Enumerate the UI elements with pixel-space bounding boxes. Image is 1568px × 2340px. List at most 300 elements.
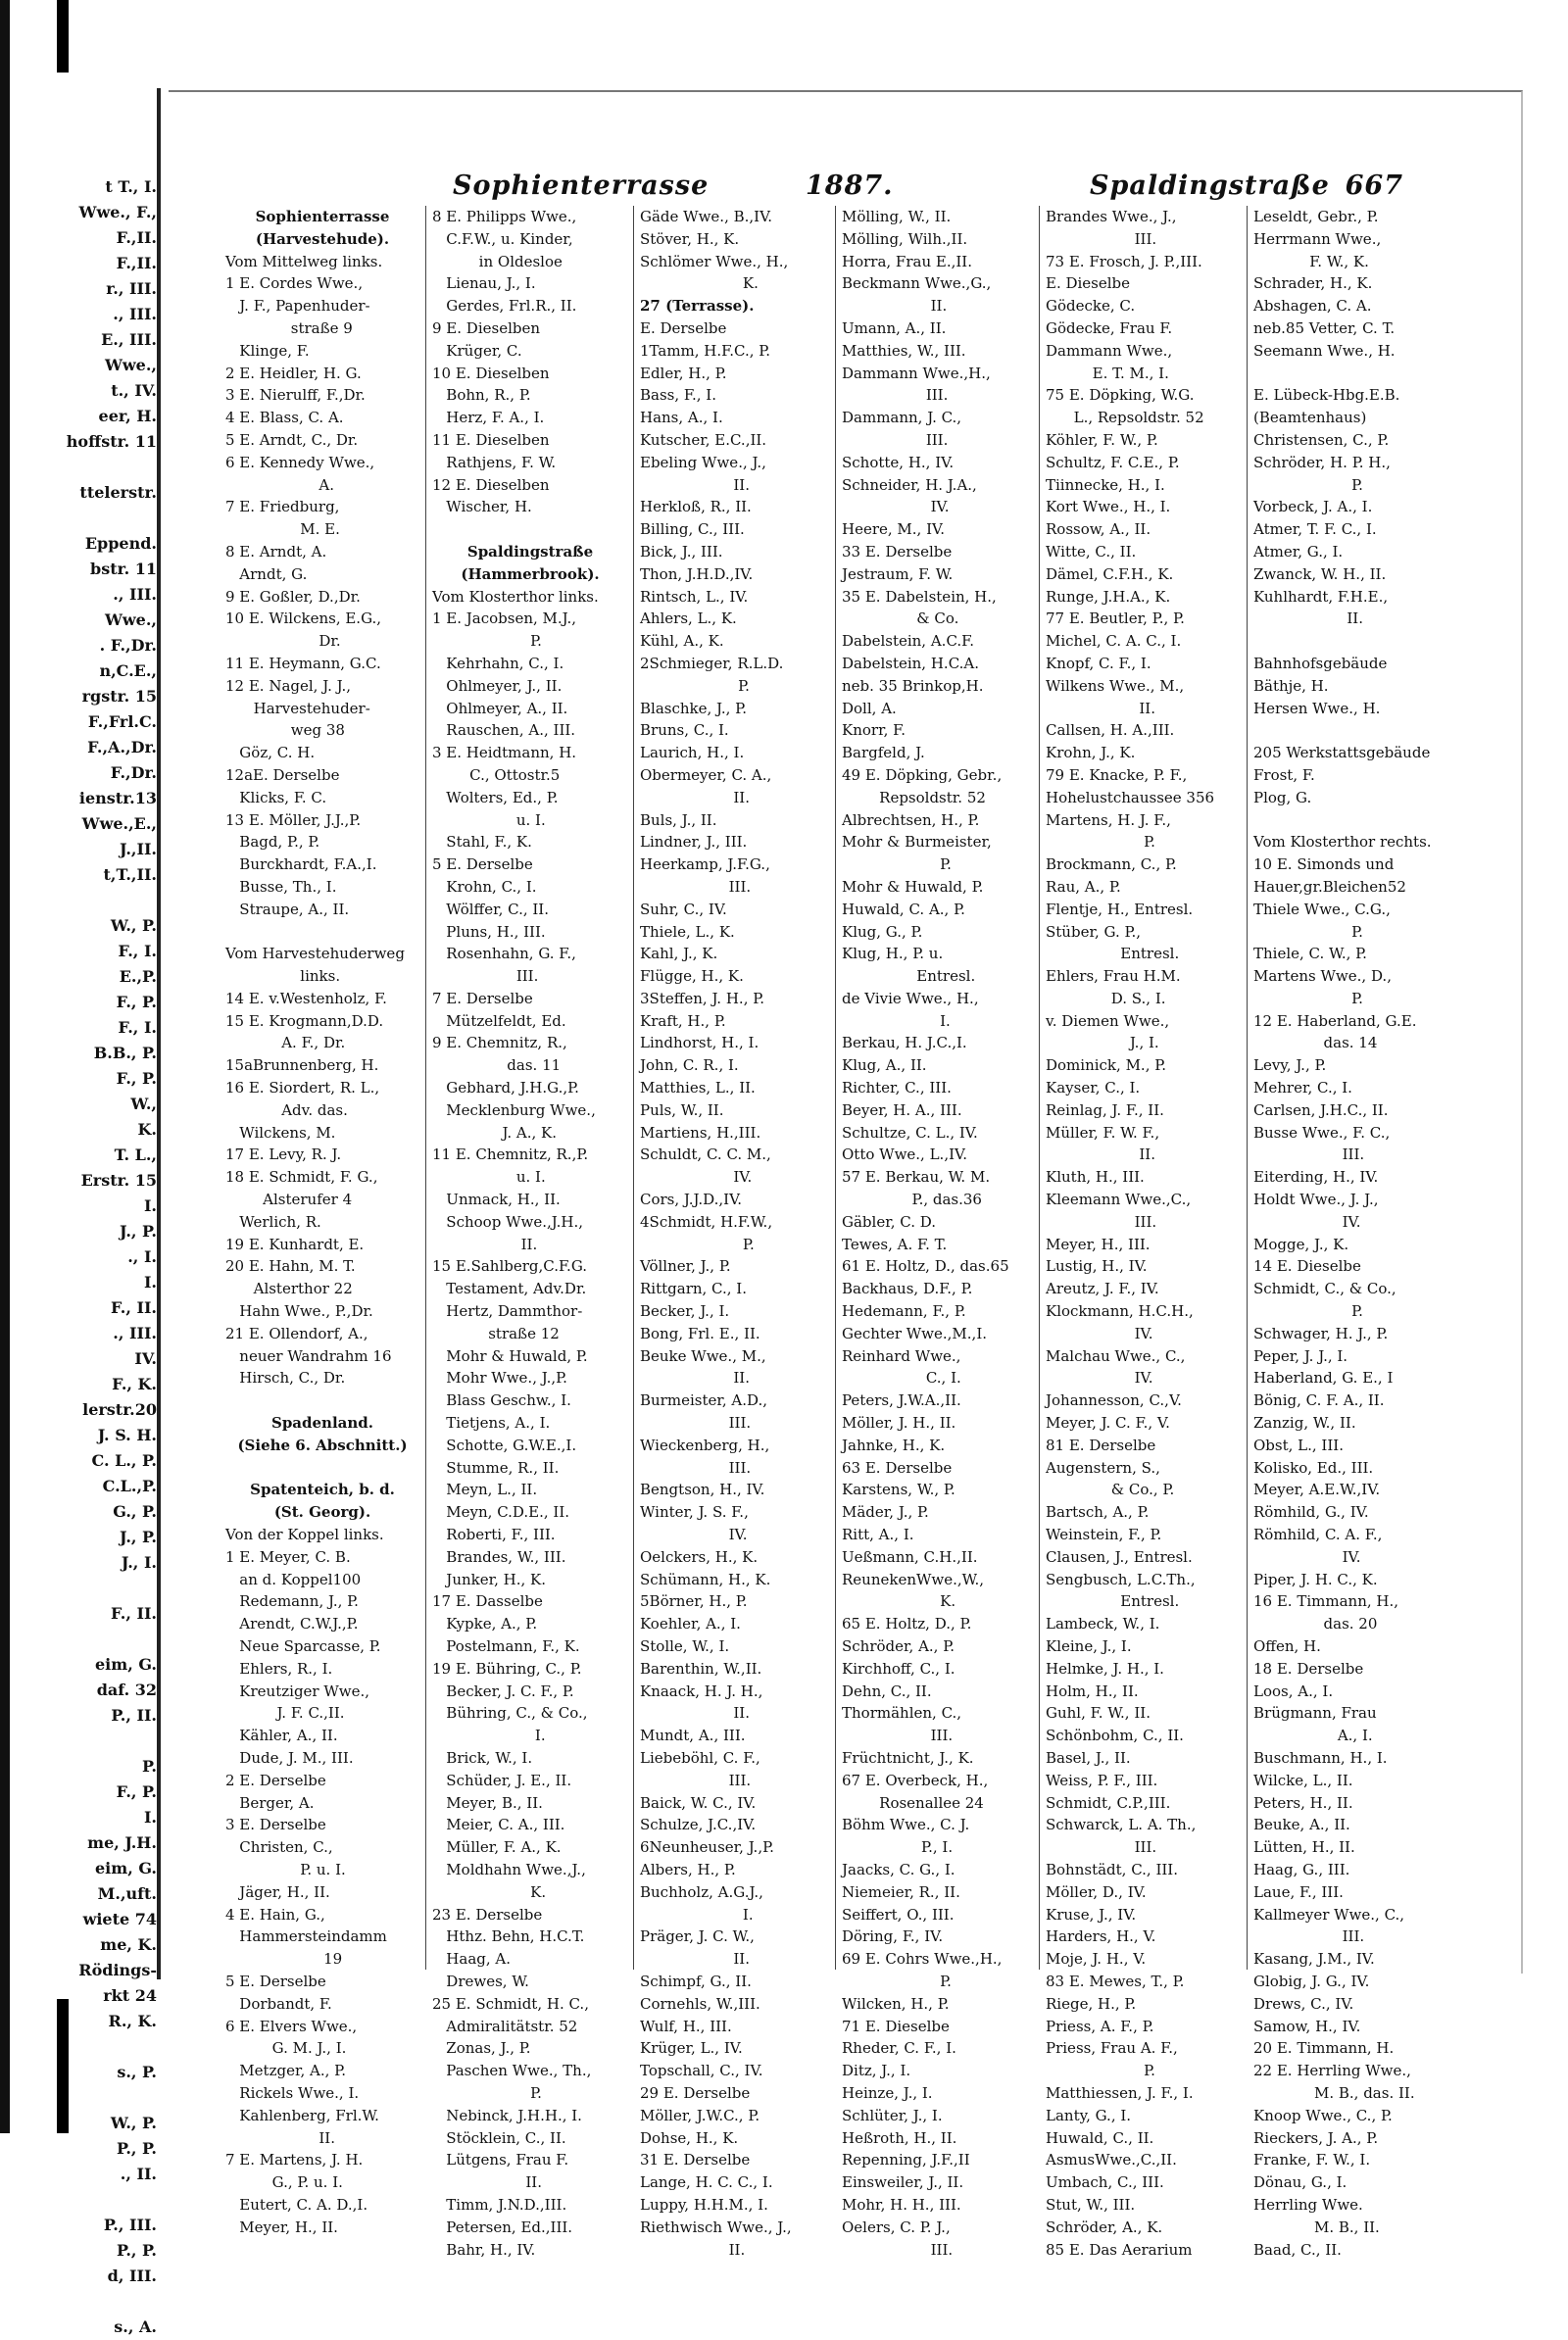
directory-entry: Loos, A., I. <box>1253 1682 1334 1700</box>
directory-entry: Hersen Wwe., H. <box>1253 699 1381 717</box>
directory-entry: Weiss, P. F., III. <box>1046 1771 1158 1789</box>
directory-entry: Bick, J., III. <box>640 542 723 561</box>
directory-entry: Ehlers, Frau H.M. <box>1046 967 1181 986</box>
directory-entry: Bäthje, H. <box>1253 676 1329 695</box>
directory-entry: Umbach, C., III. <box>1046 2173 1164 2192</box>
directory-entry: Herz, F. A., I. <box>432 409 545 427</box>
directory-entry: III. <box>842 2240 954 2259</box>
directory-entry: Albrechtsen, H., P. <box>842 810 980 829</box>
directory-entry: Schwarck, L. A. Th., <box>1046 1816 1197 1834</box>
directory-entry: A. F., Dr. <box>225 1034 346 1052</box>
previous-page-line: W., <box>130 1095 157 1113</box>
directory-entry: Cors, J.J.D.,IV. <box>640 1191 743 1209</box>
directory-entry: Kolisko, Ed., III. <box>1253 1458 1374 1477</box>
directory-entry: Nebinck, J.H.H., I. <box>432 2106 582 2124</box>
previous-page-line: I. <box>143 1273 157 1292</box>
directory-entry: Michel, C. A. C., I. <box>1046 632 1182 651</box>
directory-entry: 19 E. Kunhardt, E. <box>225 1235 365 1253</box>
directory-entry: Hohelustchaussee 356 <box>1046 788 1215 806</box>
directory-entry: Matthies, L., II. <box>640 1079 756 1097</box>
directory-entry: Blaschke, J., P. <box>640 699 747 717</box>
directory-entry: Meyer, H., II. <box>225 2218 338 2236</box>
previous-page-line: ., II. <box>120 2165 157 2183</box>
directory-entry: Vom Mittelweg links. <box>225 252 383 270</box>
previous-page-line: eim, G. <box>95 1655 157 1674</box>
directory-entry: IV. <box>1046 1369 1153 1388</box>
directory-entry: Dorbandt, F. <box>225 1994 332 2013</box>
directory-entry: Klug, H., P. u. <box>842 945 944 963</box>
directory-entry: Kähler, A., II. <box>225 1727 338 1745</box>
directory-entry: Wilcke, L., II. <box>1253 1771 1353 1789</box>
directory-entry: 9 E. Dieselben <box>432 318 541 337</box>
directory-entry: Clausen, J., Entresl. <box>1046 1547 1193 1566</box>
directory-entry: 6 E. Kennedy Wwe., <box>225 453 375 471</box>
previous-page-line: W., P. <box>110 2114 157 2132</box>
directory-entry: 7 E. Martens, J. H. <box>225 2151 364 2169</box>
directory-entry: II. <box>640 1950 750 1969</box>
directory-entry: 27 (Terrasse). <box>640 297 755 316</box>
directory-entry: II. <box>225 2128 335 2147</box>
directory-entry: Kirchhoff, C., I. <box>842 1659 956 1678</box>
directory-entry: Berger, A. <box>225 1793 315 1812</box>
directory-entry: P. <box>1046 833 1155 852</box>
directory-entry: Döring, F., IV. <box>842 1927 944 1946</box>
directory-entry: Schlömer Wwe., H., <box>640 252 789 270</box>
header-year: 1887. <box>806 171 894 201</box>
directory-entry: P., I. <box>842 1838 954 1857</box>
directory-entry: AsmusWwe.,C.,II. <box>1046 2151 1177 2169</box>
directory-entry: Knorr, F. <box>842 721 906 740</box>
directory-entry: IV. <box>842 498 950 516</box>
directory-entry: Richter, C., III. <box>842 1079 952 1097</box>
directory-entry: Kuhlhardt, F.H.E., <box>1253 587 1389 606</box>
directory-entry: Karstens, W., P. <box>842 1481 956 1499</box>
directory-entry: Meyer, H., III. <box>1046 1235 1151 1253</box>
directory-entry: Tewes, A. F. T. <box>842 1235 948 1253</box>
directory-entry: Heßroth, H., II. <box>842 2128 957 2147</box>
directory-entry: II. <box>1046 699 1155 717</box>
directory-entry: K. <box>432 1882 547 1901</box>
directory-entry: Martens, H. J. F., <box>1046 810 1171 829</box>
directory-entry: Stahl, F., K. <box>432 833 532 852</box>
directory-entry: P. <box>640 1235 755 1253</box>
directory-entry: Berkau, H. J.C.,I. <box>842 1034 967 1052</box>
directory-entry: 33 E. Derselbe <box>842 542 953 561</box>
previous-page-line <box>12 2034 157 2060</box>
previous-page-line: Eppend. <box>84 534 157 553</box>
directory-entry: Riethwisch Wwe., J., <box>640 2218 792 2236</box>
directory-entry: Seiffert, O., III. <box>842 1905 955 1924</box>
directory-entry: K. <box>640 274 759 293</box>
previous-page-line: F., I. <box>118 1018 157 1037</box>
directory-entry: Schmidt, C.P.,III. <box>1046 1793 1171 1812</box>
directory-entry: Liebeböhl, C. F., <box>640 1748 760 1767</box>
directory-entry: Krüger, C. <box>432 341 522 360</box>
directory-entry: M. B., II. <box>1253 2218 1380 2236</box>
directory-entry: II. <box>640 788 750 806</box>
directory-entry: Runge, J.H.A., K. <box>1046 587 1171 606</box>
directory-entry: Wischer, H. <box>432 498 532 516</box>
directory-entry: 65 E. Holtz, D., P. <box>842 1615 972 1633</box>
directory-entry: Tietjens, A., I. <box>432 1414 551 1433</box>
previous-page-line: P. <box>142 1757 157 1776</box>
previous-page-line: C.L.,P. <box>102 1477 157 1495</box>
directory-entry: Baad, C., II. <box>1253 2240 1342 2259</box>
directory-entry: Knopf, C. F., I. <box>1046 654 1152 672</box>
previous-page-line: F.,II. <box>116 228 157 247</box>
directory-entry: Priess, Frau A. F., <box>1046 2039 1178 2058</box>
directory-entry: Seemann Wwe., H. <box>1253 341 1396 360</box>
directory-entry: 11 E. Dieselben <box>432 430 550 449</box>
directory-entry: Brick, W., I. <box>432 1748 533 1767</box>
directory-entry: 21 E. Ollendorf, A., <box>225 1324 368 1342</box>
directory-entry: Zwanck, W. H., II. <box>1253 564 1387 583</box>
directory-entry: ReunekenWwe.,W., <box>842 1570 984 1588</box>
previous-page-line: C. L., P. <box>91 1451 157 1470</box>
directory-entry: III. <box>640 877 752 896</box>
directory-entry: Einsweiler, J., II. <box>842 2173 964 2192</box>
directory-entry: III. <box>640 1458 752 1477</box>
directory-entry: Haag, A. <box>432 1950 512 1969</box>
directory-entry: Ditz, J., I. <box>842 2062 911 2080</box>
directory-entry: Gäde Wwe., B.,IV. <box>640 208 773 225</box>
directory-entry: 20 E. Timmann, H. <box>1253 2039 1395 2058</box>
directory-entry: Admiralitätstr. 52 <box>432 2017 578 2035</box>
directory-entry: Schröder, A., P. <box>842 1637 956 1655</box>
directory-entry: Rittgarn, C., I. <box>640 1280 747 1298</box>
directory-entry: Klicks, F. C. <box>225 788 327 806</box>
directory-entry: Alsterthor 22 <box>225 1280 353 1298</box>
directory-entry: Helmke, J. H., I. <box>1046 1659 1164 1678</box>
directory-entry: Christensen, C., P. <box>1253 430 1390 449</box>
directory-entry: Hthz. Behn, H.C.T. <box>432 1927 585 1946</box>
directory-entry: 22 E. Herrling Wwe., <box>1253 2062 1411 2080</box>
previous-page-line: s., A. <box>114 2317 157 2336</box>
directory-entry: Schotte, G.W.E.,I. <box>432 1436 577 1454</box>
previous-page-column <box>12 174 157 2340</box>
previous-page-line: hoffstr. 11 <box>66 432 157 451</box>
previous-page-line: E., III. <box>101 330 157 349</box>
directory-entry: IV. <box>640 1168 753 1187</box>
directory-entry: J. F., Papenhuder- <box>225 297 370 316</box>
directory-entry: Kühl, A., K. <box>640 632 724 651</box>
previous-page-line: t., IV. <box>111 381 157 400</box>
directory-entry: Unmack, H., II. <box>432 1191 561 1209</box>
directory-entry: Knoop Wwe., C., P. <box>1253 2106 1393 2124</box>
header-right-street: Spaldingstraße <box>1090 171 1330 201</box>
directory-columns <box>225 206 1441 2259</box>
directory-entry: Kahlenberg, Frl.W. <box>225 2106 379 2124</box>
directory-entry: 4 E. Blass, C. A. <box>225 409 344 427</box>
previous-page-line: E.,P. <box>119 967 157 986</box>
directory-entry: Bönig, C. F. A., II. <box>1253 1391 1385 1410</box>
directory-entry: I. <box>640 1905 754 1924</box>
directory-entry: Drews, C., IV. <box>1253 1994 1354 2013</box>
directory-entry: 3Steffen, J. H., P. <box>640 989 765 1007</box>
directory-entry: III. <box>640 1414 752 1433</box>
directory-entry: Schultze, C. L., IV. <box>842 1123 978 1142</box>
previous-page-line: eim, G. <box>95 1859 157 1877</box>
directory-entry: Jestraum, F. W. <box>842 564 954 583</box>
directory-entry: Von der Koppel links. <box>225 1526 384 1544</box>
directory-entry: Knaack, H. J. H., <box>640 1682 763 1700</box>
directory-entry: Gäbler, C. D. <box>842 1212 936 1231</box>
previous-page-line: d, III. <box>107 2267 157 2285</box>
previous-page-line: P., II. <box>111 1706 157 1725</box>
previous-page-line: F.,A.,Dr. <box>87 738 157 756</box>
directory-entry: Früchtnicht, J., K. <box>842 1748 974 1767</box>
directory-entry: Frost, F. <box>1253 765 1315 784</box>
directory-entry: Leseldt, Gebr., P. <box>1253 208 1379 225</box>
directory-entry: P. u. I. <box>225 1860 346 1878</box>
directory-entry: P. <box>842 1972 952 1990</box>
directory-entry: III. <box>1046 1838 1157 1857</box>
directory-entry: Heinze, J., I. <box>842 2083 933 2102</box>
directory-entry: Jäger, H., II. <box>225 1882 330 1901</box>
street-heading: Spadenland. <box>270 1414 373 1433</box>
directory-entry: Paschen Wwe., Th., <box>432 2062 592 2080</box>
directory-entry: Herkloß, R., II. <box>640 498 752 516</box>
directory-entry: Offen, H. <box>1253 1637 1321 1655</box>
directory-entry: Werlich, R. <box>225 1212 321 1231</box>
directory-entry: Beckmann Wwe.,G., <box>842 274 992 293</box>
previous-page-line: B.B., P. <box>93 1044 157 1062</box>
previous-page-line: F.,Frl.C. <box>87 712 157 731</box>
directory-entry: P. <box>640 676 750 695</box>
directory-entry: Dönau, G., I. <box>1253 2173 1348 2192</box>
street-heading: (Siehe 6. Abschnitt.) <box>237 1436 408 1454</box>
street-heading: Spatenteich, b. d. <box>250 1481 395 1499</box>
directory-entry: Repsoldstr. 52 <box>842 788 986 806</box>
column-1 <box>225 206 419 2236</box>
directory-entry: Oelckers, H., K. <box>640 1547 759 1566</box>
directory-entry: Hahn Wwe., P.,Dr. <box>225 1302 373 1321</box>
previous-page-line: wiete 74 <box>82 1910 157 1928</box>
directory-entry: Horra, Frau E.,II. <box>842 252 972 270</box>
directory-entry: 1 E. Meyer, C. B. <box>225 1547 351 1566</box>
directory-entry: 67 E. Overbeck, H., <box>842 1771 989 1789</box>
directory-entry: neb.85 Vetter, C. T. <box>1253 318 1396 337</box>
directory-entry: Cornehls, W.,III. <box>640 1994 760 2013</box>
directory-entry: II. <box>640 475 750 494</box>
directory-entry: Wolters, Ed., P. <box>432 788 559 806</box>
directory-entry: Petersen, Ed.,III. <box>432 2218 573 2236</box>
directory-entry: Thon, J.H.D.,IV. <box>640 564 754 583</box>
directory-entry: & Co., P. <box>1046 1481 1175 1499</box>
previous-page-line: P., P. <box>116 2139 157 2158</box>
directory-entry: Mützelfeldt, Ed. <box>432 1011 566 1030</box>
directory-entry: Laurich, H., I. <box>640 744 745 762</box>
directory-entry: Jahnke, H., K. <box>842 1436 946 1454</box>
directory-entry: Peper, J. J., I. <box>1253 1346 1348 1365</box>
directory-entry: Buchholz, A.G.J., <box>640 1882 763 1901</box>
directory-entry: Huwald, C., II. <box>1046 2128 1154 2147</box>
directory-entry: Atmer, G., I. <box>1253 542 1344 561</box>
directory-entry: 35 E. Dabelstein, H., <box>842 587 997 606</box>
directory-entry: Dominick, M., P. <box>1046 1056 1167 1075</box>
directory-entry: 8 E. Philipps Wwe., <box>432 208 577 225</box>
directory-entry: Wilcken, H., P. <box>842 1994 950 2013</box>
directory-entry: Busse Wwe., F. C., <box>1253 1123 1391 1142</box>
directory-entry: Bruns, C., I. <box>640 721 729 740</box>
directory-entry: P. <box>1253 989 1363 1007</box>
directory-entry: Schümann, H., K. <box>640 1570 771 1588</box>
directory-entry: Flentje, H., Entresl. <box>1046 900 1194 918</box>
directory-entry: Repenning, J.F.,II <box>842 2151 970 2169</box>
directory-entry: 11 E. Heymann, G.C. <box>225 654 381 672</box>
previous-page-line: eer, H. <box>98 407 157 425</box>
directory-entry: an d. Koppel100 <box>225 1570 362 1588</box>
directory-entry: Arndt, G. <box>225 564 308 583</box>
directory-entry: II. <box>432 2173 542 2192</box>
directory-entry: Areutz, J. F., IV. <box>1046 1280 1159 1298</box>
page-header <box>453 171 1403 206</box>
directory-entry: Hertz, Dammthor- <box>432 1302 583 1321</box>
directory-entry: 2 E. Derselbe <box>225 1771 326 1789</box>
directory-entry: Hedemann, F., P. <box>842 1302 966 1321</box>
directory-entry: III. <box>842 430 949 449</box>
directory-entry: 2 E. Heidler, H. G. <box>225 364 362 382</box>
directory-entry: Peters, J.W.A.,II. <box>842 1391 961 1410</box>
directory-entry: 17 E. Dasselbe <box>432 1592 543 1611</box>
previous-page-line: me, J.H. <box>87 1833 157 1852</box>
directory-entry: Brügmann, Frau <box>1253 1704 1377 1723</box>
directory-entry: Ebeling Wwe., J., <box>640 453 766 471</box>
directory-entry: 71 E. Dieselbe <box>842 2017 950 2035</box>
directory-entry: Schuldt, C. C. M., <box>640 1146 771 1164</box>
directory-entry: Rheder, C. F., I. <box>842 2039 956 2058</box>
directory-entry: E. T. M., I. <box>1046 364 1169 382</box>
directory-page <box>169 90 1523 2259</box>
directory-entry: Rau, A., P. <box>1046 877 1121 896</box>
directory-entry: 31 E. Derselbe <box>640 2151 751 2169</box>
directory-entry: Straupe, A., II. <box>225 900 350 918</box>
column-3 <box>633 206 830 2259</box>
directory-entry: Wilckens, M. <box>225 1123 336 1142</box>
directory-entry: 9 E. Goßler, D.,Dr. <box>225 587 361 606</box>
directory-entry: A., I. <box>1253 1727 1373 1745</box>
directory-entry: Riege, H., P. <box>1046 1994 1137 2013</box>
directory-entry: Postelmann, F., K. <box>432 1637 580 1655</box>
directory-entry <box>1253 719 1444 742</box>
directory-entry: 19 E. Bühring, C., P. <box>432 1659 582 1678</box>
directory-entry: Beuke Wwe., M., <box>640 1346 766 1365</box>
directory-entry: P. <box>1253 922 1363 941</box>
directory-entry: Blass Geschw., I. <box>432 1391 571 1410</box>
directory-entry: Schwager, H. J., P. <box>1253 1324 1389 1342</box>
directory-entry: Rathjens, F. W. <box>432 453 557 471</box>
directory-entry: Kahl, J., K. <box>640 945 718 963</box>
directory-entry: 5 E. Derselbe <box>432 855 533 874</box>
directory-entry: Stüber, G. P., <box>1046 922 1142 941</box>
directory-entry: Callsen, H. A.,III. <box>1046 721 1175 740</box>
directory-entry <box>225 1389 419 1412</box>
previous-page-line: W., P. <box>110 916 157 935</box>
directory-entry: III. <box>842 386 949 405</box>
directory-entry: das. 11 <box>432 1056 562 1075</box>
directory-entry: J., I. <box>1046 1034 1159 1052</box>
directory-entry: 205 Werkstattsgebäude <box>1253 744 1431 762</box>
directory-entry: Gerdes, Frl.R., II. <box>432 297 577 316</box>
directory-entry: Augenstern, S., <box>1046 1458 1160 1477</box>
directory-entry: Reinhard Wwe., <box>842 1346 961 1365</box>
directory-entry: Meyn, C.D.E., II. <box>432 1503 570 1522</box>
directory-entry: Schröder, A., K. <box>1046 2218 1163 2236</box>
directory-entry: Weinstein, F., P. <box>1046 1526 1162 1544</box>
previous-page-line: ienstr.13 <box>78 789 157 807</box>
previous-page-line: F.,II. <box>116 254 157 272</box>
column-5 <box>1039 206 1242 2259</box>
directory-entry: Heere, M., IV. <box>842 520 945 539</box>
directory-entry: 6Neunheuser, J.,P. <box>640 1838 774 1857</box>
directory-entry: Mohr & Huwald, P. <box>842 877 984 896</box>
directory-entry: 69 E. Cohrs Wwe.,H., <box>842 1950 1003 1969</box>
directory-entry: 1Tamm, H.F.C., P. <box>640 341 771 360</box>
directory-entry: Rickels Wwe., I. <box>225 2083 360 2102</box>
directory-entry: G. M. J., I. <box>225 2039 347 2058</box>
previous-page-line: F., P. <box>116 993 157 1011</box>
directory-entry: C., Ottostr.5 <box>432 765 561 784</box>
directory-entry: 75 E. Döpking, W.G. <box>1046 386 1195 405</box>
directory-entry: Bartsch, A., P. <box>1046 1503 1150 1522</box>
directory-entry: Ehlers, R., I. <box>225 1659 333 1678</box>
directory-entry: Meyn, L., II. <box>432 1481 538 1499</box>
directory-entry: III. <box>1253 1146 1365 1164</box>
column-2 <box>425 206 628 2259</box>
directory-entry: Witte, C., II. <box>1046 542 1137 561</box>
directory-entry: Malchau Wwe., C., <box>1046 1346 1186 1365</box>
previous-page-line: IV. <box>134 1349 157 1368</box>
directory-entry: Alsterufer 4 <box>225 1191 353 1209</box>
directory-entry: Stöcklein, C., II. <box>432 2128 566 2147</box>
directory-entry: Flügge, H., K. <box>640 967 744 986</box>
directory-entry: Bahnhofsgebäude <box>1253 654 1388 672</box>
directory-entry: Vorbeck, J. A., I. <box>1253 498 1373 516</box>
directory-entry: Haag, G., III. <box>1253 1860 1350 1878</box>
directory-entry: Herrling Wwe. <box>1253 2195 1363 2214</box>
directory-entry: Dohse, H., K. <box>640 2128 739 2147</box>
directory-entry: Metzger, A., P. <box>225 2062 346 2080</box>
directory-entry: Laue, F., III. <box>1253 1882 1344 1901</box>
directory-entry: II. <box>640 2240 746 2259</box>
directory-entry: Klinge, F. <box>225 341 310 360</box>
directory-entry: Oelers, C. P. J., <box>842 2218 951 2236</box>
directory-entry: III. <box>640 1771 752 1789</box>
directory-entry: 3 E. Derselbe <box>225 1816 326 1834</box>
previous-page-line: n,C.E., <box>99 661 157 680</box>
directory-entry: 8 E. Arndt, A. <box>225 542 327 561</box>
directory-entry: Rieckers, J. A., P. <box>1253 2128 1379 2147</box>
previous-page-line: J.,II. <box>119 840 157 858</box>
directory-entry: Dehn, C., II. <box>842 1682 932 1700</box>
directory-entry: Martiens, H.,III. <box>640 1123 761 1142</box>
directory-entry: Dr. <box>225 632 341 651</box>
directory-entry: Kort Wwe., H., I. <box>1046 498 1171 516</box>
directory-entry: Stumme, R., II. <box>432 1458 560 1477</box>
directory-entry: Mohr & Burmeister, <box>842 833 992 852</box>
previous-page-fragment <box>10 88 161 2336</box>
directory-entry: Plog, G. <box>1253 788 1312 806</box>
directory-entry: Redemann, J., P. <box>225 1592 359 1611</box>
directory-entry: Buls, J., II. <box>640 810 717 829</box>
directory-entry: 83 E. Mewes, T., P. <box>1046 1972 1185 1990</box>
previous-page-line <box>12 1627 157 1652</box>
directory-entry: Eutert, C. A. D.,I. <box>225 2195 368 2214</box>
previous-page-line: K. <box>137 1120 157 1139</box>
directory-entry: Kehrhahn, C., I. <box>432 654 564 672</box>
directory-entry: 4Schmidt, H.F.W., <box>640 1212 773 1231</box>
directory-entry: Ritt, A., I. <box>842 1526 914 1544</box>
